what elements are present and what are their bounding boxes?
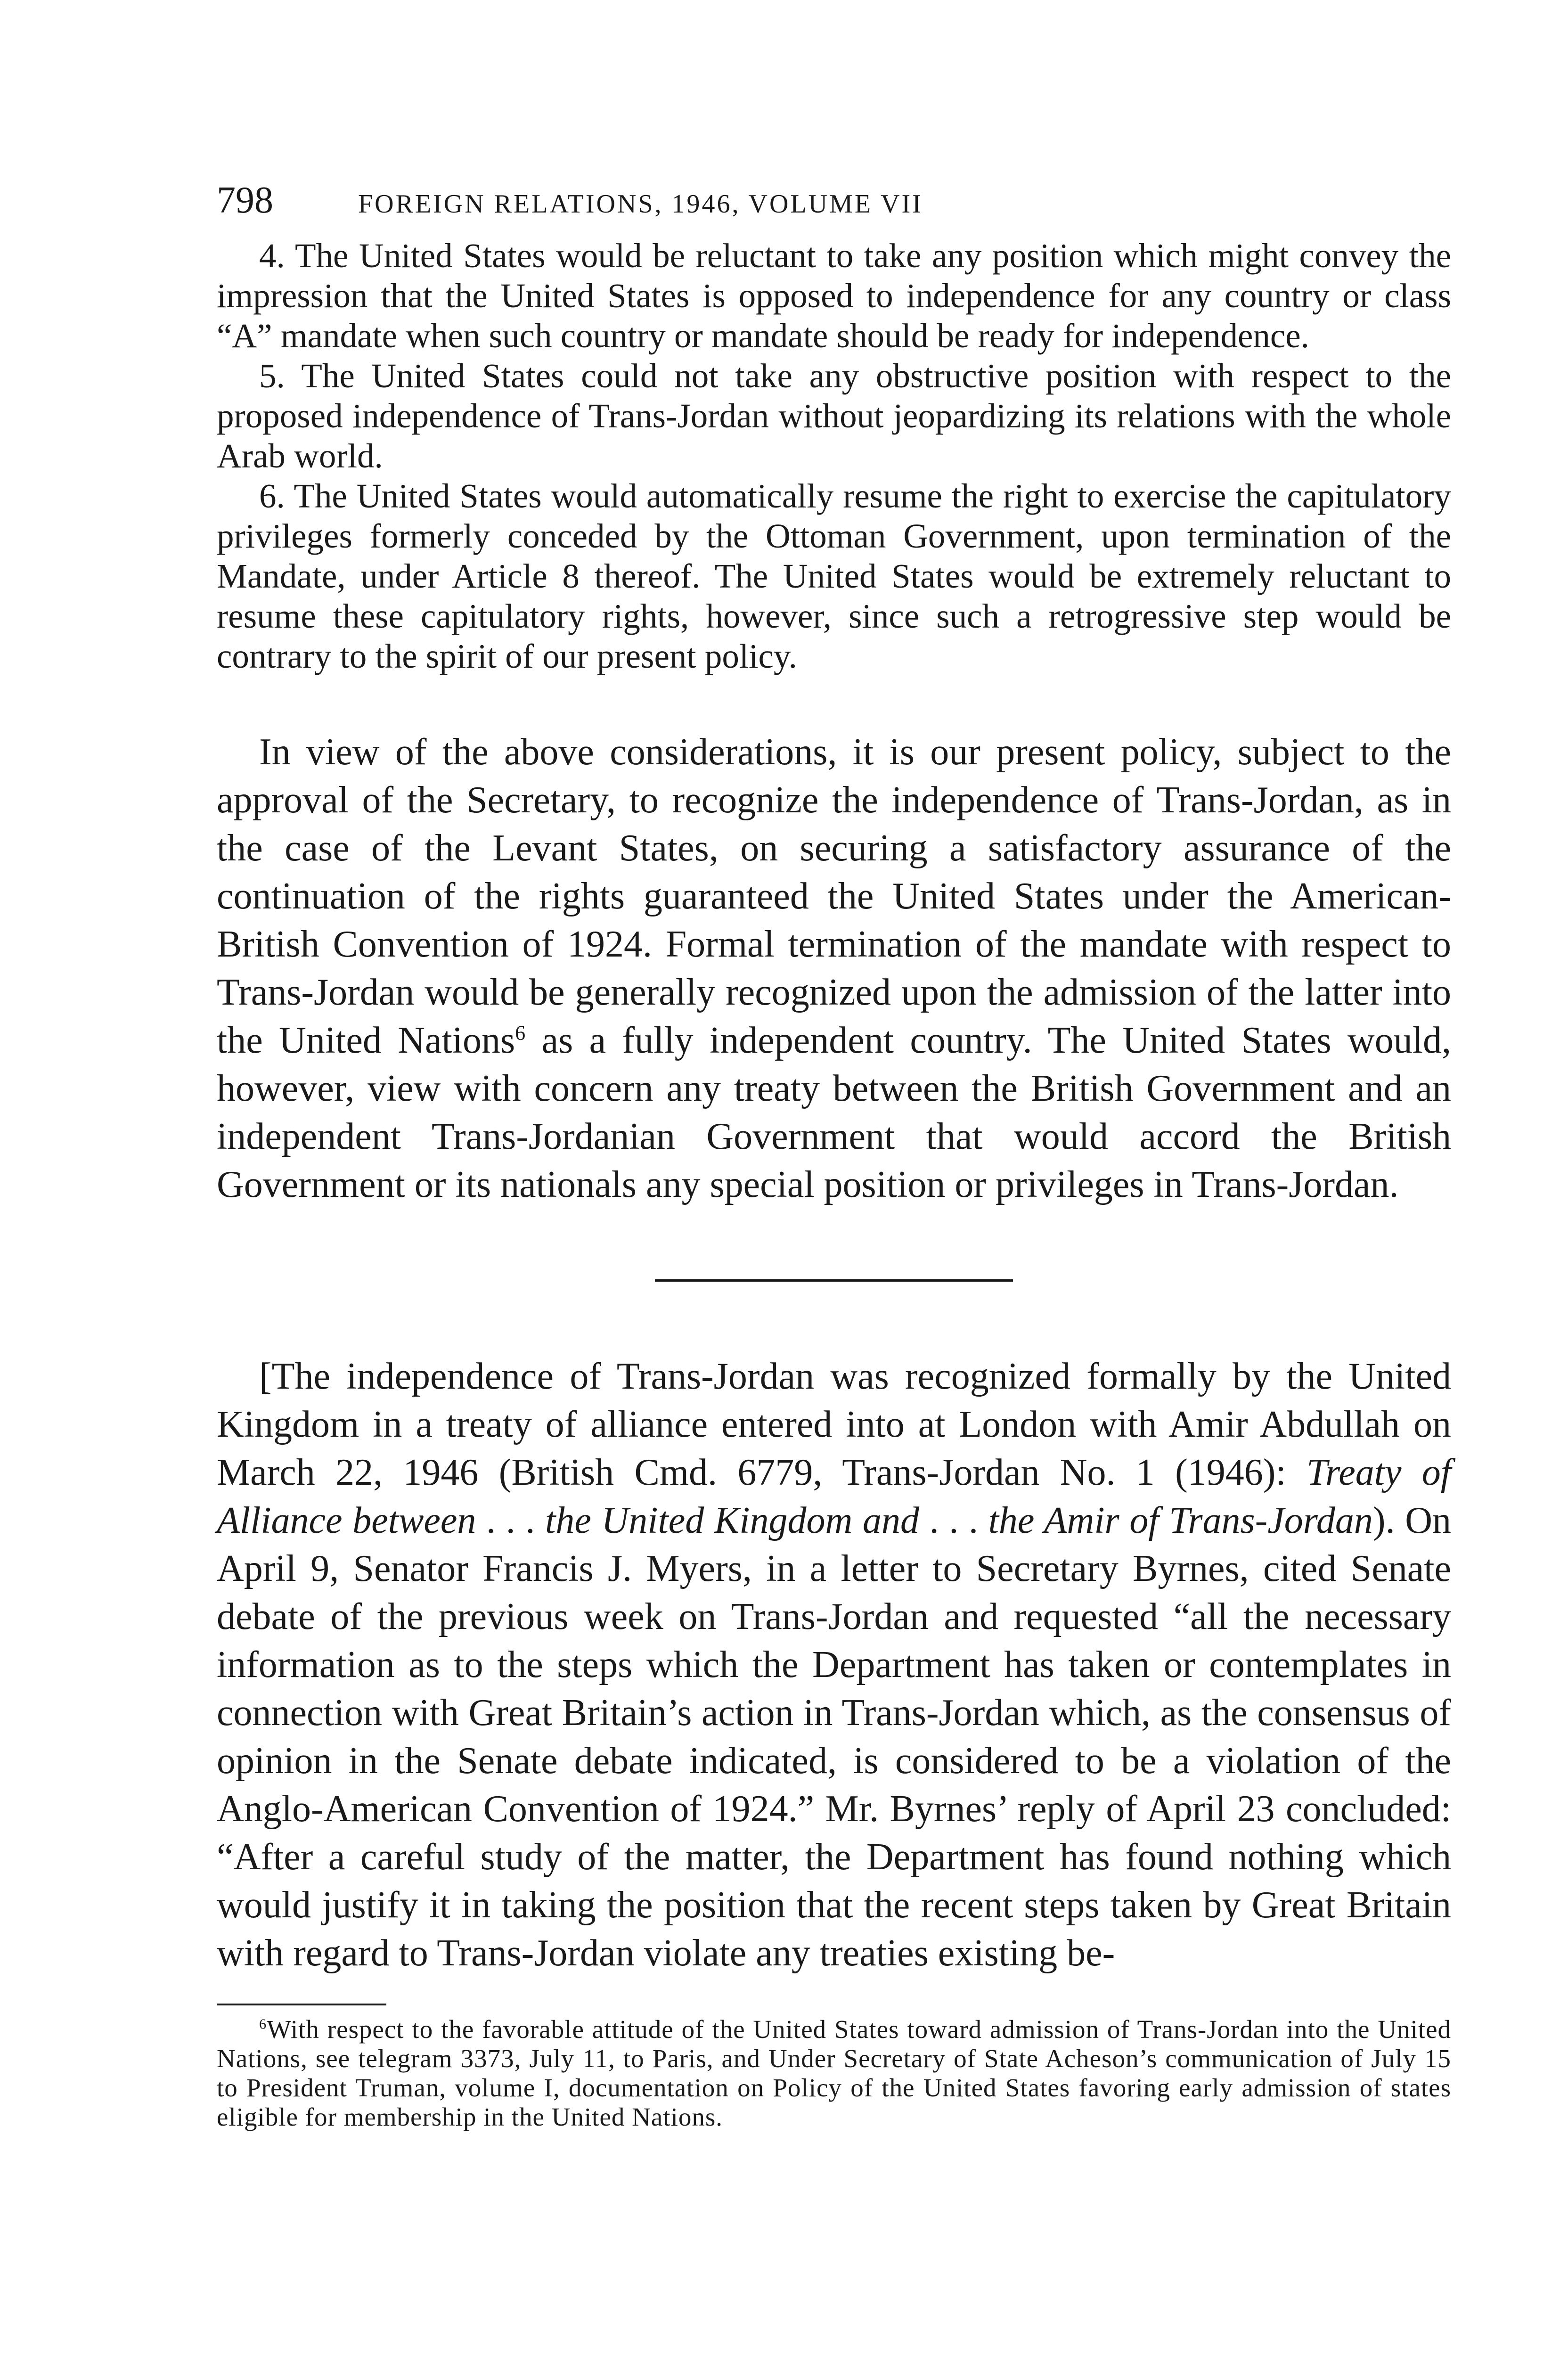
- page-header: [217, 179, 1451, 236]
- point-4: 4. The United States would be reluctant to take any position which might convey the impression that the United States is opposed to independence for any country or class “A” mandate when such country or mandate should be ready for independence.: [217, 237, 1451, 355]
- treaty-title-3: the Amir of Trans-Jordan: [988, 1500, 1373, 1541]
- page-number: 798: [217, 180, 273, 221]
- point-5: 5. The United States could not take any obstructive position with respect to the proposed independence of Trans-Jordan without jeopardizing its relations with the whole Arab world.: [217, 357, 1451, 475]
- numbered-points: [217, 236, 1451, 676]
- ellipsis-1: . . .: [476, 1500, 546, 1541]
- footnote-marker: 6: [259, 2016, 267, 2032]
- treaty-title-1: Treaty of Alliance between: [217, 1452, 1452, 1541]
- policy-text-after-note: as a fully independent country. The United States would, however, view with concern any treaty between the British Government and an independent Trans-Jordanian Government that would accord the British Government or its nationals any special position or privileges in Trans-Jordan.: [217, 1020, 1451, 1205]
- editorial-note: [217, 1352, 1451, 1977]
- editorial-text-1: [The independence of Trans-Jordan was recognized formally by the United Kingdom in a treaty of alliance entered into at London with Amir Abdullah on March 22, 1946 (British Cmd. 6779, Trans-Jordan No. 1 (1946):: [217, 1356, 1451, 1493]
- ellipsis-2: . . .: [919, 1500, 988, 1541]
- treaty-title-2: the United Kingdom and: [545, 1500, 919, 1541]
- policy-text-before-note: In view of the above considerations, it is our present policy, subject to the approval of the Secretary, to recognize the independence of Trans-Jordan, as in the case of the Levant States, on securing a satisfactory assurance of the continuation of the rights guaranteed the United States under the American-British Convention of 1924. Formal termination of the mandate with respect to Trans-Jordan would be generally recognized upon the admission of the latter into the United Nations: [217, 731, 1451, 1061]
- footnote-text: With respect to the favorable attitude of the United States toward admission of Trans-Jordan into the United Nations, see telegram 3373, July 11, to Paris, and Under Secretary of State Acheson’s communication of July 15 to President Truman, volume I, documentation on Policy of the United States favoring early admission of states eligible for membership in the United Nations.: [217, 2015, 1451, 2131]
- footnote-reference: 6: [515, 1021, 526, 1045]
- section-divider: [655, 1279, 1013, 1282]
- point-6: 6. The United States would automatically resume the right to exercise the capitulatory privileges formerly conceded by the Ottoman Government, upon termination of the Mandate, under Article 8 thereof. The United States would be extremely reluctant to resume these capitulatory rights, however, since such a retrogressive step would be contrary to the spirit of our present policy.: [217, 477, 1451, 675]
- running-title: FOREIGN RELATIONS, 1946, VOLUME VII: [358, 189, 923, 219]
- editorial-text-2: ). On April 9, Senator Francis J. Myers, in a letter to Secretary Byrnes, cited Senate debate of the previous week on Trans-Jordan and requested “all the necessary information as to the steps which the Department has taken or contemplates in connection with Great Britain’s action in Trans-Jordan which, as the consensus of opinion in the Senate debate indicated, is considered to be a violation of the Anglo-American Convention of 1924.” Mr. Byrnes’ reply of April 23 concluded: “After a careful study of the matter, the Department has found nothing which would justify it in taking the position that the recent steps taken by Great Britain with regard to Trans-Jordan violate any treaties existing be-: [217, 1500, 1452, 1974]
- policy-paragraph: [217, 728, 1451, 1209]
- footnote: [217, 2015, 1451, 2132]
- document-page: [217, 179, 1451, 2132]
- footnote-divider: [217, 2004, 386, 2005]
